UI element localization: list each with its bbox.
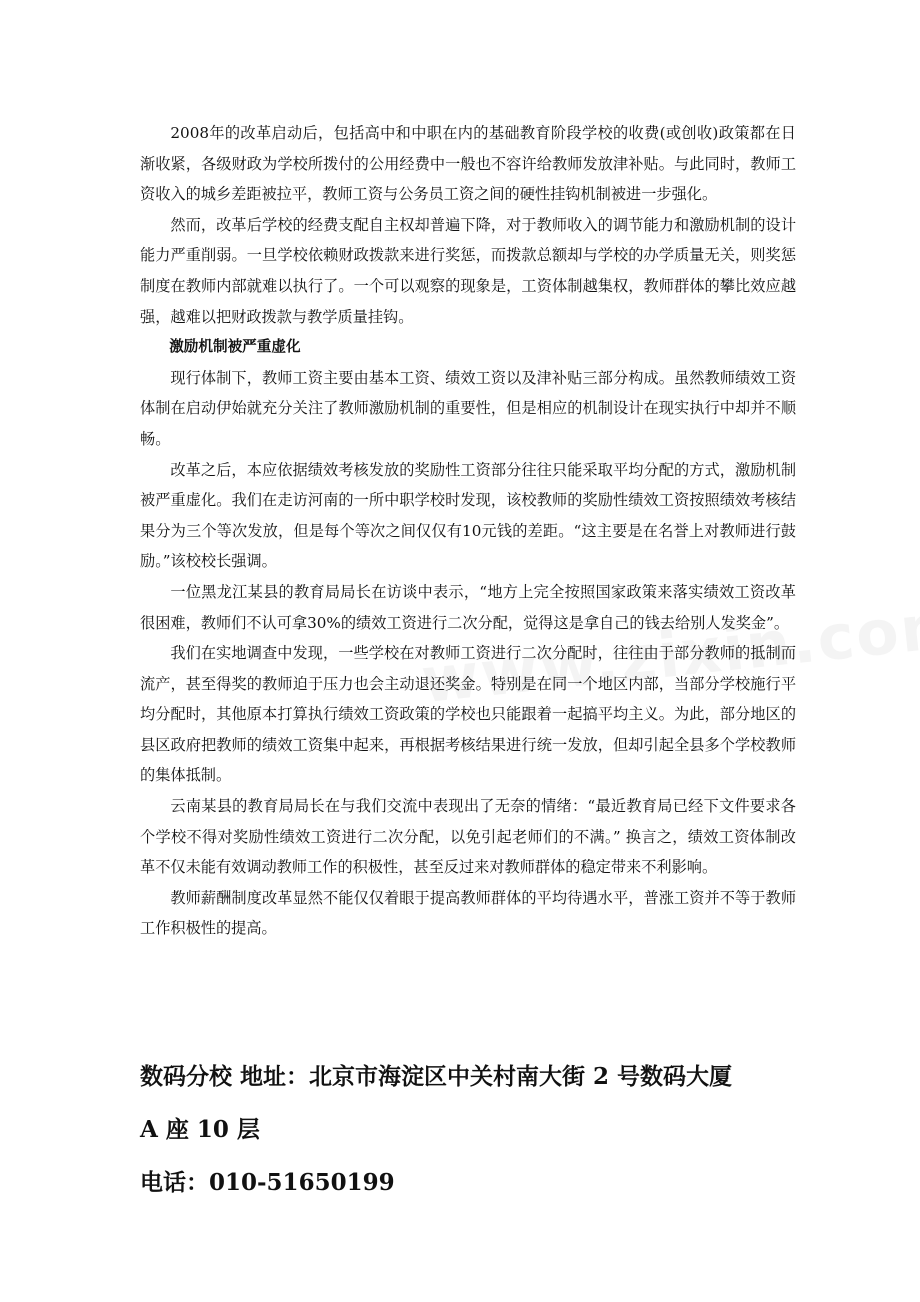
paragraph-heilongjiang: 一位黑龙江某县的教育局局长在访谈中表示，“地方上完全按照国家政策来落实绩效工资改革很困难，教师们不认可拿30%的绩效工资进行二次分配，觉得这是拿自己的钱去给别人发奖金”。 [140,582,796,632]
paragraph-current-system: 现行体制下，教师工资主要由基本工资、绩效工资以及津补贴三部分构成。虽然教师绩效工资体制在启动伊始就充分关注了教师激励机制的重要性，但是相应的机制设计在现实执行中却并不顺畅。 [140,368,796,448]
contact-footer [140,1056,800,1204]
paragraph-conclusion: 教师薪酬制度改革显然不能仅仅着眼于提高教师群体的平均待遇水平，普涨工资并不等于教师工作积极性的提高。 [140,888,796,938]
paragraph-field-survey: 我们在实地调查中发现，一些学校在对教师工资进行二次分配时，往往由于部分教师的抵制而流产，甚至得奖的教师迫于压力也会主动退还奖金。特别是在同一个地区内部，当部分学校施行平均分配时，其他原本打算执行绩效工资政策的学校也只能跟着一起搞平均主义。为此，部分地区的县区政府把教师的绩效工资集中起来，再根据考核结果进行统一发放，但却引起全县多个学校教师的集体抵制。 [140,644,796,785]
paragraph-reform-start: 2008年的改革启动后，包括高中和中职在内的基础教育阶段学校的收费(或创收)政策都在日渐收紧，各级财政为学校所拨付的公用经费中一般也不容许给教师发放津补贴。与此同时，教师工资收入的城乡差距被拉平，教师工资与公务员工资之间的硬性挂钩机制被进一步强化。 [140,124,796,204]
address-line-2: A 座 10 层 [140,1116,260,1143]
article-body [140,118,796,944]
paragraph-autonomy-decline: 然而，改革后学校的经费支配自主权却普遍下降，对于教师收入的调节能力和激励机制的设计能力严重削弱。一旦学校依赖财政拨款来进行奖惩，而拨款总额却与学校的办学质量无关，则奖惩制度在教师内部就难以执行了。一个可以观察的现象是，工资体制越集权，教师群体的攀比效应越强，越难以把财政拨款与教学质量挂钩。 [140,215,796,326]
paragraph-yunnan: 云南某县的教育局局长在与我们交流中表现出了无奈的情绪：“最近教育局已经下文件要求各个学校不得对奖励性绩效工资进行二次分配，以免引起老师们的不满。” 换言之，绩效工资体制改革不仅未能有效调动教师工作的积极性，甚至反过来对教师群体的稳定带来不利影响。 [140,797,796,877]
phone-line: 电话：010-51650199 [140,1169,395,1196]
address-line-1: 数码分校 地址：北京市海淀区中关村南大街 2 号数码大厦 [140,1063,733,1090]
paragraph-after-reform: 改革之后，本应依据绩效考核发放的奖励性工资部分往往只能采取平均分配的方式，激励机制被严重虚化。我们在走访河南的一所中职学校时发现，该校教师的奖励性绩效工资按照绩效考核结果分为三个等次发放，但是每个等次之间仅仅有10元钱的差距。“这主要是在名誉上对教师进行鼓励。”该校校长强调。 [140,460,796,571]
section-heading: 激励机制被严重虚化 [169,338,301,356]
